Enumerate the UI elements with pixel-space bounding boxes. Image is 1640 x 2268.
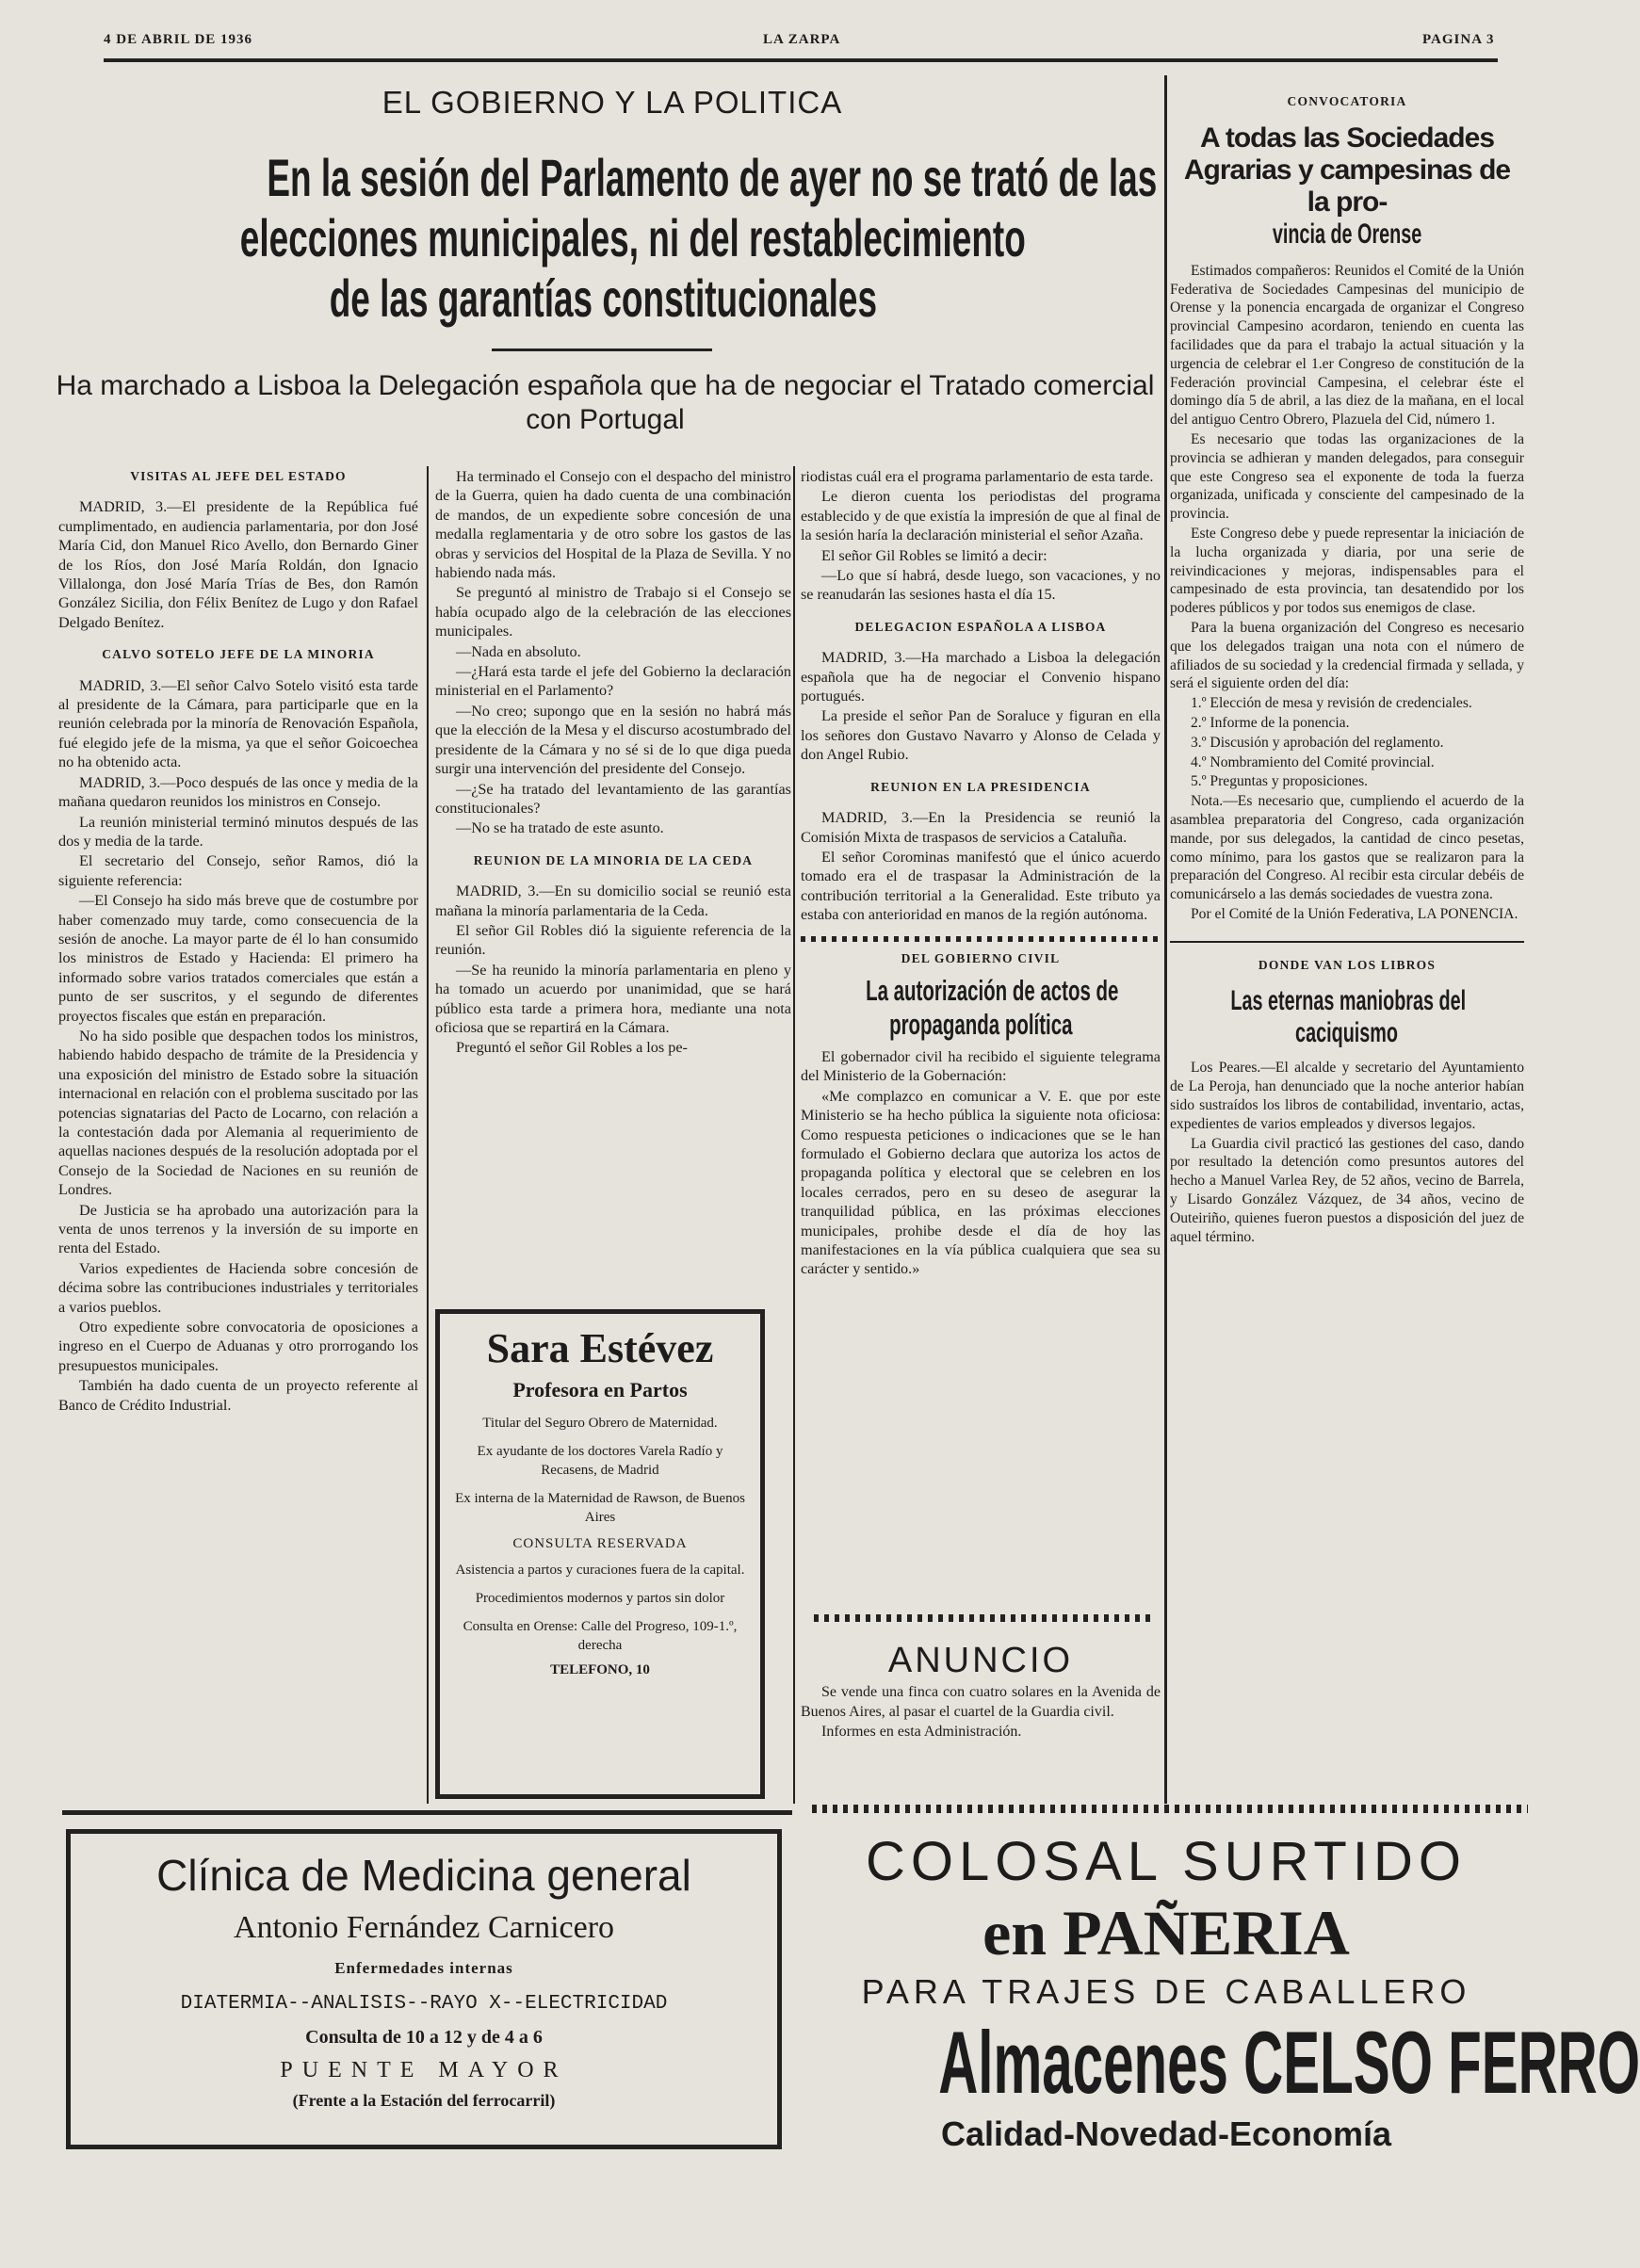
ad-title: Profesora en Partos — [512, 1378, 688, 1401]
section-title: VISITAS AL JEFE DEL ESTADO — [130, 469, 347, 483]
agenda-item: 5.º Preguntas y proposiciones. — [1191, 773, 1369, 790]
issue-date: 4 DE ABRIL DE 1936 — [104, 32, 253, 47]
dotted-divider — [801, 936, 1161, 942]
paragraph: MADRID, 3.—En su domicilio social se reunió esta mañana la minoría parlamentaria de la Ceda. — [435, 883, 791, 919]
clinic-location-note: (Frente a la Estación del ferrocarril) — [292, 2091, 556, 2110]
store-name-wrap — [799, 2013, 1640, 2112]
paragraph: —Nada en absoluto. — [456, 642, 581, 660]
paragraph: MADRID, 3.—El señor Calvo Sotelo visitó esta tarde al presidente de la Cámara, para participarle que en la reunión celebrada por la minoría de Renovación Española, fué elegido jefe de la misma, ya que el señor Goicoechea no ha obtenido acta. — [58, 676, 418, 771]
agenda-item: 4.º Nombramiento del Comité provincial. — [1191, 753, 1435, 770]
doctor-name: Antonio Fernández Carnicero — [233, 1910, 615, 1945]
column-rule — [793, 466, 795, 1804]
paragraph: —¿Se ha tratado del levantamiento de las garantías constitucionales? — [435, 780, 791, 817]
ad-line: Asistencia a partos y curaciones fuera de la capital. — [455, 1563, 745, 1578]
ad-line: Ex interna de la Maternidad de Rawson, de Buenos Aires — [455, 1491, 745, 1525]
section-title: DONDE VAN LOS LIBROS — [1258, 957, 1437, 972]
paragraph: Estimados compañeros: Reunidos el Comité de la Unión Federativa de Sociedades Campesinas del municipio de Orense y la ponencia encargada de organizar el Congreso provincial Campesino acordaron, teniendo en cuenta las facilidades que da para el trabajo la actual situación y la urgencia de celebrar el 1.er Congreso de constitución de la Federación provincial Campesina, el celebrar éste el domingo día 5 de abril, a las diez de la mañana, en el local del antiguo Centro Obrero, Plazuela del Cid, número 1. — [1170, 262, 1524, 429]
ad-celso-ferro — [799, 1829, 1640, 2225]
paragraph: Nota.—Es necesario que, cumpliendo el acuerdo de la asamblea preparatoria del Congreso, cada organización mande, por sus delegados, la cantidad de cinco pesetas, como mínimo, para los gastos que se realizaron para la preparación del Congreso. Al recibir esta circular debéis de comunicárselo a las demás sociedades de vuestra zona. — [1170, 793, 1524, 903]
paragraph: Varios expedientes de Hacienda sobre concesión de décima sobre las contribuciones industriales y territoriales a varios pueblos. — [58, 1259, 418, 1316]
clinic-services: DIATERMIA--ANALISIS--RAYO X--ELECTRICIDAD — [180, 1993, 668, 2015]
paragraph: La Guardia civil practicó las gestiones del caso, dando por resultado la detención como presuntos autores del hecho a Manuel Varlea Rey, de 52 años, vecino de Barrela, y Lisardo González Vázquez, de 34 años, vecino de Outeiriño, quienes fueron puestos a disposición del juez de aquel término. — [1170, 1135, 1524, 1245]
page-number: PAGINA 3 — [1422, 32, 1495, 47]
clinic-place: PUENTE MAYOR — [280, 2058, 568, 2082]
newspaper-name: LA ZARPA — [763, 32, 841, 47]
paragraph: Ha terminado el Consejo con el despacho del ministro de la Guerra, quien ha dado cuenta de una combinación de mandos, de un expediente sobre concesión de una medalla reglamentaria y de otro sobre los gastos de las obras y servicios del Hospital de la Plaza de Sevilla. Y no habiendo nada más. — [435, 468, 791, 582]
store-name: Almacenes CELSO FERRO — [938, 2013, 1640, 2112]
anuncio — [801, 1639, 1161, 1790]
column-rule — [427, 466, 429, 1804]
paragraph: Le dieron cuenta los periodistas del programa establecido y de que existía la impresión de que al final de la sesión haría la declaración ministerial el señor Azaña. — [801, 488, 1161, 544]
ad-line: CONSULTA RESERVADA — [512, 1536, 688, 1551]
ad-line: en PAÑERIA — [982, 1897, 1350, 1968]
paragraph: —Lo que sí habrá, desde luego, son vacaciones, y no se reanudarán las sesiones hasta el día 15. — [801, 567, 1161, 604]
article-headline: propaganda política — [888, 1007, 1073, 1041]
section-rule — [62, 1810, 792, 1815]
paragraph: La preside el señor Pan de Soraluce y figuran en ella los señores don Gustavo Navarro y Alonso de Celada y don Angel Rubio. — [801, 707, 1161, 764]
clinic-specialty: Enfermedades internas — [334, 1959, 513, 1977]
paragraph: El secretario del Consejo, señor Ramos, dió la siguiente referencia: — [58, 852, 418, 889]
paragraph: Otro expediente sobre convocatoria de oposiciones a ingreso en el Cuerpo de Aduanas y otro prorrogando los presupuestos municipales. — [58, 1319, 418, 1374]
masthead — [104, 32, 1498, 57]
section-title: CALVO SOTELO JEFE DE LA MINORIA — [102, 647, 375, 662]
paragraph: El señor Gil Robles se limitó a decir: — [821, 546, 1047, 564]
paragraph: MADRID, 3.—Poco después de las once y media de la mañana quedaron reunidos los ministros en Consejo. — [58, 773, 418, 811]
anuncio-text: Informes en esta Administración. — [821, 1724, 1022, 1740]
ad-slogan: Calidad-Novedad-Economía — [940, 2114, 1392, 2153]
clinic-title: Clínica de Medicina general — [156, 1851, 691, 1900]
paragraph: Es necesario que todas las organizaciones de la provincia se adhieran y manden delegados, para conseguir que este Congreso sea el exponente de toda la fuerza organizada, unificada y consciente del campesinado de la provincia. — [1170, 430, 1524, 523]
article-headline: vincia de Orense — [1272, 218, 1422, 250]
headline-divider — [492, 348, 712, 351]
article-headline: caciquismo — [1295, 1017, 1399, 1049]
main-headline-line-2: elecciones municipales, ni del restablecimiento — [239, 208, 1026, 267]
paragraph: —No creo; supongo que en la sesión no habrá más que la elección de la Mesa y el discurso acostumbrado del presidente de la Cámara y no sé si de lo que diga pueda surgir una intervención del presidente del Consejo. — [435, 702, 791, 778]
paragraph: Los Peares.—El alcalde y secretario del Ayuntamiento de La Peroja, han denunciado que la noche anterior habían sido sustraídos los libros de contabilidad, inventario, actas, expedientes de varios empleados y diversos legajos. — [1170, 1060, 1524, 1132]
paragraph: —¿Hará esta tarde el jefe del Gobierno la declaración ministerial en el Parlamento? — [435, 663, 791, 700]
ad-clinica — [66, 1829, 782, 2149]
section-title: CONVOCATORIA — [1287, 94, 1407, 108]
paragraph: Se preguntó al ministro de Trabajo si el Consejo se había ocupado algo de la celebración de las elecciones municipales. — [435, 584, 791, 640]
section-rule — [1170, 941, 1524, 943]
article-headline: Las eternas maniobras del — [1230, 985, 1467, 1017]
paragraph: —No se ha tratado de este asunto. — [456, 819, 664, 837]
section-title: DELEGACION ESPAÑOLA A LISBOA — [854, 619, 1107, 634]
column-4 — [1170, 92, 1524, 1788]
agenda-item: 1.º Elección de mesa y revisión de credenciales. — [1191, 695, 1472, 712]
ad-name: Sara Estévez — [486, 1325, 714, 1371]
paragraph: MADRID, 3.—El presidente de la República fué cumplimentado, en audiencia parlamentaria, por don José María Cid, don Manuel Rico Avello, don Bernardo Giner de los Ríos, don José María Roldán, don Ignacio Villalonga, don José María Trías de Bes, don Ramón González Sicilia, don Félix Benítez de Lugo y don Rafael Delgado Benítez. — [58, 498, 418, 631]
ad-line: Titular del Seguro Obrero de Maternidad. — [482, 1416, 718, 1431]
paragraph: El señor Gil Robles dió la siguiente referencia de la reunión. — [435, 921, 791, 959]
article-headline: A todas las Sociedades Agrarias y campesinas de la pro- — [1183, 122, 1511, 218]
main-headline-line-3: de las garantías constitucionales — [329, 268, 877, 328]
ad-line: Consulta en Orense: Calle del Progreso, 109-1.º, derecha — [463, 1619, 738, 1653]
paragraph: El gobernador civil ha recibido el siguiente telegrama del Ministerio de la Gobernación: — [801, 1047, 1161, 1085]
anuncio-text: Se vende una finca con cuatro solares en la Avenida de Buenos Aires, al pasar el cuartel de la Guardia civil. — [801, 1684, 1161, 1720]
column-2 — [435, 467, 791, 1285]
anuncio-title: ANUNCIO — [887, 1641, 1074, 1680]
ad-line: PARA TRAJES DE CABALLERO — [861, 1972, 1471, 2011]
section-kicker: EL GOBIERNO Y LA POLITICA — [382, 85, 843, 120]
dotted-divider — [812, 1805, 1528, 1813]
agenda-item: 2.º Informe de la ponencia. — [1191, 714, 1350, 731]
column-3 — [801, 467, 1161, 1278]
paragraph: —El Consejo ha sido más breve que de costumbre por haber comenzado muy tarde, como consecuencia de la sesión de anoche. La mayor parte de él lo han consumido los ministros de Estado y Hacienda: El primero ha informado sobre varios tratados comerciales que están a punto de ser suscritos, y el segundo de diferentes proyectos fiscales que están en preparación. — [58, 892, 418, 1025]
column-1 — [58, 467, 418, 1805]
paragraph: MADRID, 3.—Ha marchado a Lisboa la delegación española que ha de negociar el Convenio hispano portugués. — [801, 649, 1161, 705]
paragraph: —Se ha reunido la minoría parlamentaria en pleno y ha tomado un acuerdo por unanimidad, que se hará público esta tarde a primera hora, mediante una nota oficiosa que se repartirá en la Cámara. — [435, 961, 791, 1036]
paragraph: La reunión ministerial terminó minutos después de las dos y media de la tarde. — [58, 813, 418, 850]
ad-phone: TELEFONO, 10 — [550, 1662, 650, 1677]
paragraph: riodistas cuál era el programa parlamentario de esta tarde. — [801, 468, 1154, 485]
clinic-hours: Consulta de 10 a 12 y de 4 a 6 — [305, 2027, 543, 2048]
paragraph: Por el Comité de la Unión Federativa, LA PONENCIA. — [1191, 905, 1518, 922]
subheadline: Ha marchado a Lisboa la Delegación española que ha de negociar el Tratado comercial con Portugal — [56, 370, 1155, 435]
paragraph: También ha dado cuenta de un proyecto referente al Banco de Crédito Industrial. — [58, 1377, 418, 1414]
paragraph: MADRID, 3.—En la Presidencia se reunió la Comisión Mixta de traspasos de servicios a Cataluña. — [801, 809, 1161, 846]
column-rule — [1164, 75, 1167, 1804]
paragraph: Para la buena organización del Congreso es necesario que los delegados traigan una nota con el número de afiliados de su sociedad y la credencial firmada y sellada, y será el siguiente orden del día: — [1170, 619, 1524, 692]
paragraph: De Justicia se ha aprobado una autorización para la venta de unos terrenos y la inversión de su importe en renta del Estado. — [58, 1201, 418, 1257]
dotted-divider — [814, 1614, 1153, 1622]
main-headline-line-1: En la sesión del Parlamento de ayer no se trató de las — [267, 148, 1158, 207]
paragraph: «Me complazco en comunicar a V. E. que por este Ministerio se ha hecho pública la siguiente nota oficiosa: Como respuesta peticiones o indicaciones que se le han formulado el Gobierno declara que autoriza los actos de propaganda política y electoral que se celebren en los locales cerrados, pero en su deseo de asegurar la tranquilidad pública, en las próximas elecciones municipales, prohibe desde el día de hoy las manifestaciones en la vía pública cualquiera que sea su carácter y sentido.» — [801, 1087, 1161, 1278]
ad-line: COLOSAL SURTIDO — [866, 1831, 1467, 1892]
section-title: REUNION EN LA PRESIDENCIA — [870, 779, 1091, 794]
masthead-rule — [104, 58, 1498, 62]
agenda-item: 3.º Discusión y aprobación del reglamento. — [1191, 734, 1444, 751]
paragraph: El señor Corominas manifestó que el único acuerdo tomado era el de traspasar la Administración de la contribución territorial a la Generalidad. Este tributo ya estaba con anterioridad en manos de la región autónoma. — [801, 848, 1161, 924]
paragraph: Este Congreso debe y puede representar la iniciación de la lucha organizada y diaria, por una serie de reivindicaciones y mejoras, indispensables para el campesinado de esta provincia, tan desatendido por los poderes públicos y por todos sus enemigos de clase. — [1170, 525, 1524, 617]
paragraph: No ha sido posible que despachen todos los ministros, habiendo habido despacho de trámite de la Presidencia y una exposición del ministro de Estado sobre la situación internacional en relación con el problema suscitado por las potencias signatarias del Pacto de Locarno, con relación a la contestación dada por Alemania al requerimiento de aquellas naciones después de la resolución adoptada por el Consejo de la Sociedad de Naciones en su reunión de Londres. — [58, 1027, 418, 1199]
ad-sara-estevez — [435, 1309, 765, 1799]
section-title: DEL GOBIERNO CIVIL — [901, 950, 1061, 965]
section-title: REUNION DE LA MINORIA DE LA CEDA — [473, 852, 754, 867]
paragraph: Preguntó el señor Gil Robles a los pe- — [456, 1039, 688, 1057]
ad-line: Ex ayudante de los doctores Varela Radío y Recasens, de Madrid — [477, 1444, 723, 1478]
ad-line: Procedimientos modernos y partos sin dolor — [475, 1591, 725, 1606]
article-headline: La autorización de actos de — [866, 973, 1119, 1007]
